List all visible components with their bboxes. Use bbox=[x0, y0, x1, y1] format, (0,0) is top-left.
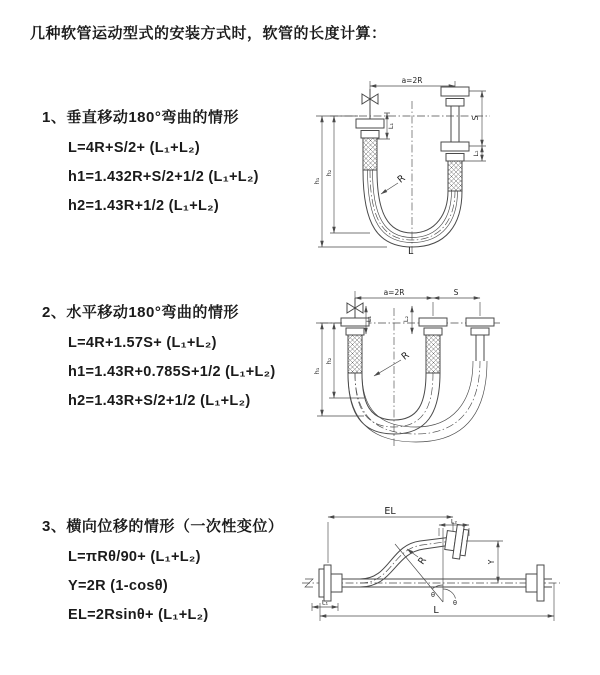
dim-label-h2: h₂ bbox=[325, 169, 333, 177]
formula-line: EL=2Rsinθ+ (L₁+L₂) bbox=[68, 607, 209, 623]
s-curve-hose-displaced bbox=[360, 538, 448, 588]
u-bend-hose bbox=[363, 170, 462, 247]
formula-line: h1=1.43R+0.785S+1/2 (L₁+L₂) bbox=[68, 364, 276, 380]
dim-label-l1: L₁ bbox=[365, 315, 373, 323]
valve-icon bbox=[347, 298, 363, 318]
diagram-lateral-displacement bbox=[298, 503, 568, 633]
upper-flange-displaced-position bbox=[444, 523, 470, 560]
dimension-y bbox=[466, 541, 503, 583]
section-3-heading: 3、横向位移的情形（一次性变位） bbox=[42, 518, 284, 535]
dim-label-y: Y bbox=[487, 559, 496, 565]
formula-line: h1=1.432R+S/2+1/2 (L₁+L₂) bbox=[68, 169, 259, 185]
dim-label-l1: L₁ bbox=[321, 598, 329, 607]
dim-label-a2r: a=2R bbox=[401, 76, 423, 85]
left-flange-connector bbox=[341, 318, 369, 373]
radius-callout bbox=[374, 350, 412, 376]
left-flange-connector bbox=[356, 119, 384, 170]
dim-label-h1: h₁ bbox=[313, 177, 321, 185]
dim-label-l: L bbox=[433, 605, 439, 616]
dim-label-a2r: a=2R bbox=[383, 288, 405, 297]
dim-label-s: S bbox=[471, 115, 480, 121]
braided-hose-section bbox=[426, 335, 440, 373]
formula-line: L=4R+S/2+ (L₁+L₂) bbox=[68, 140, 200, 156]
braided-hose-section bbox=[448, 161, 462, 191]
radius-callout bbox=[407, 549, 429, 567]
dim-label-el: EL bbox=[384, 506, 396, 517]
middle-flange-connector bbox=[419, 318, 447, 373]
dimension-a2r bbox=[355, 288, 480, 316]
section-horizontal-movement bbox=[42, 301, 276, 416]
dimension-l2 bbox=[472, 146, 482, 161]
dim-label-l2: L₂ bbox=[450, 517, 458, 526]
diagram-horizontal-180-bend bbox=[312, 286, 507, 450]
dim-label-h1: h₁ bbox=[313, 367, 321, 375]
dimension-s bbox=[433, 288, 480, 298]
dimension-l2 bbox=[402, 306, 412, 334]
dim-label-l2: L₂ bbox=[402, 315, 410, 323]
dim-label-l1: L₁ bbox=[387, 122, 395, 130]
section-vertical-movement bbox=[42, 106, 259, 221]
length-label: L bbox=[408, 246, 414, 257]
formula-line: L=πRθ/90+ (L₁+L₂) bbox=[68, 549, 201, 565]
radius-callout bbox=[381, 173, 408, 194]
radius-label: R bbox=[416, 555, 429, 567]
right-flange-lower-position bbox=[441, 142, 469, 191]
dim-label-h2: h₂ bbox=[325, 357, 333, 365]
formula-line: h2=1.43R+S/2+1/2 (L₁+L₂) bbox=[68, 393, 251, 409]
dim-label-s: S bbox=[453, 288, 459, 297]
right-flange-original-position bbox=[526, 565, 552, 601]
dimension-l bbox=[320, 583, 554, 621]
section-2-heading: 2、水平移动180°弯曲的情形 bbox=[42, 304, 239, 321]
radius-label: R bbox=[395, 172, 408, 186]
dimension-l1 bbox=[365, 306, 373, 334]
radius-label: R bbox=[399, 349, 412, 363]
section-lateral-displacement bbox=[42, 515, 283, 630]
section-1-heading: 1、垂直移动180°弯曲的情形 bbox=[42, 109, 239, 126]
braided-hose-section bbox=[348, 335, 362, 373]
dimension-l1 bbox=[312, 599, 338, 612]
valve-icon bbox=[362, 89, 378, 119]
dim-label-l2: L₂ bbox=[472, 150, 480, 157]
theta-label: θ bbox=[453, 599, 457, 607]
page-title: 几种软管运动型式的安装方式时，软管的长度计算： bbox=[30, 25, 387, 42]
braided-hose-section bbox=[363, 138, 377, 170]
left-flange-connector bbox=[319, 565, 360, 601]
right-flange-shifted-position bbox=[466, 318, 494, 361]
right-flange-upper-position bbox=[441, 87, 469, 142]
u-bend-hose-position-2 bbox=[348, 361, 487, 442]
dimension-el bbox=[328, 506, 453, 563]
theta-label: θ bbox=[431, 591, 435, 599]
formula-line: L=4R+1.57S+ (L₁+L₂) bbox=[68, 335, 217, 351]
diagram-vertical-180-bend bbox=[312, 73, 502, 259]
formula-line: h2=1.43R+1/2 (L₁+L₂) bbox=[68, 198, 220, 214]
formula-line: Y=2R (1-cosθ) bbox=[68, 578, 168, 594]
